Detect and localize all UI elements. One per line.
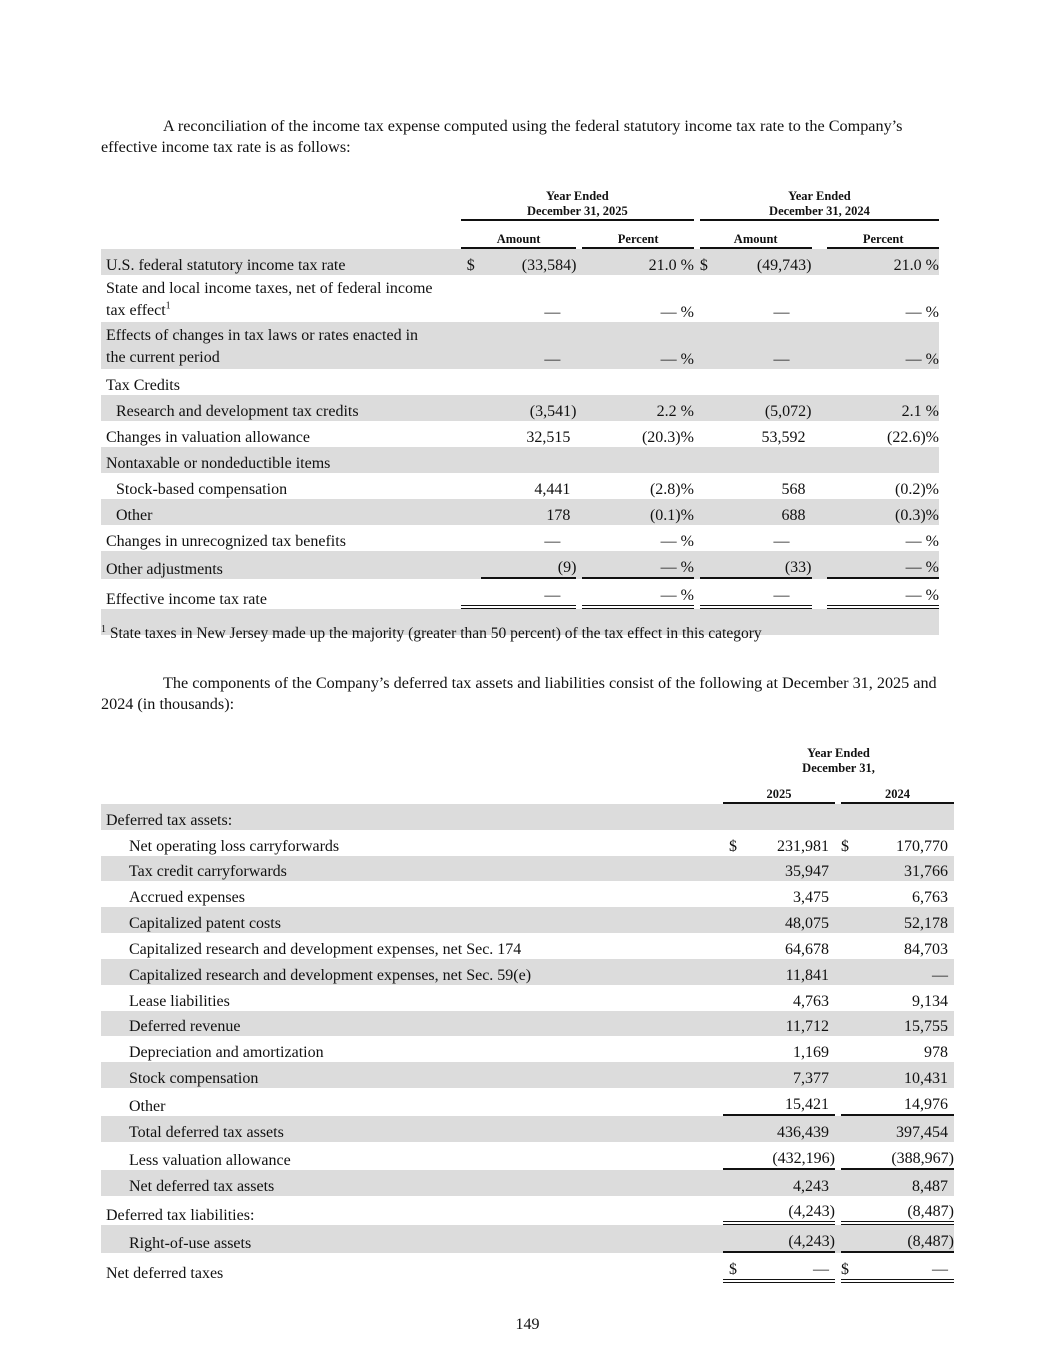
percent-2024: (0.3)% [827,499,939,525]
currency-symbol [723,1062,743,1088]
table-row [101,1253,954,1283]
currency-symbol [723,1036,743,1062]
percent-2025: — % [660,533,694,550]
row-label: Deferred revenue [101,1011,723,1037]
value-2024: 31,766 [861,856,954,882]
row-label: Net deferred tax assets [101,1170,723,1196]
row-label: Effective income tax rate [106,591,267,608]
currency-symbol [841,907,861,933]
row-label: Capitalized research and development expenses, net Sec. 174 [129,940,522,958]
currency-symbol: $ [461,249,481,275]
row-label: Total deferred tax assets [101,1116,723,1142]
amount-2024: — [773,304,790,321]
amount-2025: — [481,322,577,369]
value-2025: 15,421 [743,1088,835,1116]
amount-2025: (9) [481,551,577,579]
table-row [101,1170,954,1196]
value-2025: (4,243) [743,1225,835,1253]
value-2024: 84,703 [904,940,948,958]
amount-2024: — [720,322,812,369]
row-label: Capitalized research and development expenses, net Sec. 59(e) [101,959,723,985]
value-2025: 11,712 [743,1011,835,1037]
row-label: Less valuation allowance [129,1151,291,1169]
percent-2024: 2.1 % [827,395,939,421]
percent-2025: — % [582,579,694,609]
value-2025: 7,377 [743,1062,835,1088]
value-2024: (8,487) [861,1196,954,1226]
currency-symbol [841,1036,861,1062]
col-percent-2025: Percent [582,221,694,249]
currency-symbol [723,1142,743,1170]
footnote-ref: 1 [165,300,171,312]
currency-symbol [723,933,743,959]
value-2025: (4,243) [743,1196,835,1226]
period-header-2024: Year Ended December 31, 2024 [700,185,939,221]
value-2024: (8,487) [861,1225,954,1253]
currency-symbol [841,1196,861,1226]
amount-2024: — [773,533,790,550]
row-label: U.S. federal statutory income tax rate [101,249,461,275]
table-row [101,551,939,579]
footnote: $^1$ State taxes in New Jersey made up the majority (greater than 50 percent) of the tax effect in this category [101,623,762,642]
currency-symbol [723,959,743,985]
row-label: Right-of-use assets [101,1225,723,1253]
currency-symbol [841,933,861,959]
value-2025 [743,804,835,830]
column-header-row [101,221,939,249]
value-2024: 6,763 [912,889,948,907]
percent-2025: (20.3)% [641,429,694,446]
table-row-total [101,579,939,609]
amount-2025: 4,441 [534,481,571,498]
table-row [101,249,939,275]
table-row [101,1036,954,1062]
percent-2025: (0.1)% [582,499,694,525]
currency-symbol: $ [729,837,737,855]
row-label: Capitalized patent costs [101,907,723,933]
currency-symbol [841,1170,861,1196]
table-row [101,1011,954,1037]
currency-symbol [723,856,743,882]
table-row [101,1088,954,1116]
amount-2024: 688 [720,499,812,525]
percent-2025: 21.0 % [582,249,694,275]
row-label: Depreciation and amortization [129,1044,324,1062]
percent-2024: — % [905,304,939,321]
currency-symbol [723,1088,743,1116]
currency-symbol: $ [700,249,720,275]
currency-symbol [841,1011,861,1037]
table-row [101,1225,954,1253]
row-label: Other adjustments [101,551,461,579]
percent-2024: 21.0 % [827,249,939,275]
percent-2024: — % [827,322,939,369]
table-row [101,933,954,959]
amount-2024: (5,072) [720,395,812,421]
amount-2024: (49,743) [720,249,812,275]
amount-2025: — [481,579,577,609]
currency-symbol [841,1225,861,1253]
table-row [101,473,939,499]
currency-symbol [723,1170,743,1196]
value-2025: 64,678 [785,940,829,958]
value-2025: 231,981 [777,837,829,855]
period-header: Year Ended December 31, [802,746,875,775]
row-label: Other [129,1097,166,1115]
row-label: Nontaxable or nondeductible items [101,447,461,473]
row-label: Changes in valuation allowance [106,429,310,446]
currency-symbol [723,907,743,933]
table-row [101,1142,954,1170]
row-label: Net operating loss carryforwards [129,837,340,855]
table-row [101,856,954,882]
currency-symbol [841,1062,861,1088]
value-2024: 52,178 [861,907,954,933]
row-label: Lease liabilities [129,992,230,1010]
currency-symbol [723,804,743,830]
amount-2025: 178 [481,499,577,525]
percent-2024: (22.6)% [887,429,939,446]
row-label: State and local income taxes, net of federal income tax effect$^1$ [106,280,433,319]
row-label: Stock compensation [101,1062,723,1088]
currency-symbol [841,856,861,882]
value-2024: 170,770 [896,837,948,855]
col-2024: 2024 [841,776,954,804]
table-row [101,421,939,447]
table-row [101,275,939,322]
currency-symbol [841,881,861,907]
value-2024: 397,454 [861,1116,954,1142]
percent-2024: — % [905,533,939,550]
table-row [101,322,939,369]
percent-2024: — % [827,579,939,609]
currency-symbol [841,1088,861,1116]
currency-symbol [723,1011,743,1037]
value-2025: 4,763 [793,992,829,1010]
footnote-marker: 1 [101,623,106,635]
currency-symbol: $ [723,1253,743,1283]
value-2024: (388,967) [861,1142,954,1170]
value-2025: 3,475 [793,889,829,907]
percent-2025: — % [582,322,694,369]
table-row [101,959,954,985]
value-2024: 15,755 [861,1011,954,1037]
amount-2024: 568 [781,481,806,498]
value-2024 [861,804,954,830]
currency-symbol [723,985,743,1011]
amount-2025: (33,584) [481,249,577,275]
value-2025: 48,075 [743,907,835,933]
value-2025: 436,439 [743,1116,835,1142]
currency-symbol [723,1225,743,1253]
amount-2025: (3,541) [481,395,577,421]
amount-2025: — [544,533,561,550]
currency-symbol: $ [841,837,849,855]
amount-2024: 53,592 [761,429,806,446]
value-2024: — [861,1253,954,1283]
table-row [101,985,954,1011]
table-row [101,447,939,473]
tax-rate-reconciliation-table [101,185,939,635]
currency-symbol [841,1116,861,1142]
row-label: Accrued expenses [129,889,245,907]
value-2024: 14,976 [861,1088,954,1116]
percent-2025: 2.2 % [582,395,694,421]
row-label: Changes in unrecognized tax benefits [106,533,346,550]
table-row [101,881,954,907]
period-header-row [101,742,954,776]
value-2024: 978 [924,1044,948,1062]
col-2025: 2025 [723,776,835,804]
currency-symbol [841,804,861,830]
percent-2024: — % [827,551,939,579]
table-row [101,1062,954,1088]
value-2025: 1,169 [793,1044,829,1062]
value-2024: 8,487 [861,1170,954,1196]
amount-2024: — [720,579,812,609]
currency-symbol [841,985,861,1011]
period-header-2025: Year Ended December 31, 2025 [461,185,694,221]
col-amount-2025: Amount [461,221,577,249]
table-row [101,395,939,421]
intro-paragraph: A reconciliation of the income tax expense computed using the federal statutory income tax rate to the Company’s effective income tax rate is as follows: [101,117,903,156]
currency-symbol [841,959,861,985]
amount-2025: 32,515 [526,429,571,446]
col-percent-2024: Percent [827,221,939,249]
table-row [101,907,954,933]
row-label: Effects of changes in tax laws or rates enacted in the current period [101,322,461,369]
period-header-row [101,185,939,221]
table-row [101,804,954,830]
currency-symbol [723,1116,743,1142]
row-label: Tax credit carryforwards [101,856,723,882]
column-header-row [101,776,954,804]
currency-symbol [723,1196,743,1226]
deferred-intro-paragraph: The components of the Company’s deferred tax assets and liabilities consist of the following at December 31, 2025 and 2024 (in thousands): [101,674,937,713]
amount-2024: (33) [720,551,812,579]
table-row [101,1116,954,1142]
percent-2025: (2.8)% [649,481,694,498]
row-label: Deferred tax assets: [101,804,723,830]
row-label: Research and development tax credits [101,395,461,421]
currency-symbol: $ [841,1253,861,1283]
row-label: Stock-based compensation [116,481,288,498]
value-2025: 11,841 [743,959,835,985]
value-2025: 4,243 [743,1170,835,1196]
table-row [101,525,939,551]
currency-symbol [723,881,743,907]
value-2025: — [743,1253,835,1283]
currency-symbol [841,1142,861,1170]
table-row [101,1196,954,1226]
row-label: Other [101,499,461,525]
col-amount-2024: Amount [700,221,812,249]
deferred-tax-table [101,742,954,1283]
table-row [101,499,939,525]
row-label: Tax Credits [106,377,180,394]
percent-2025: — % [582,551,694,579]
table-row [101,369,939,395]
value-2025: (432,196) [743,1142,835,1170]
value-2024: 9,134 [912,992,948,1010]
row-label: Deferred tax liabilities: [106,1207,255,1225]
value-2024: 10,431 [861,1062,954,1088]
percent-2025: — % [660,304,694,321]
table-row [101,830,954,856]
value-2025: 35,947 [743,856,835,882]
row-label: Net deferred taxes [106,1265,224,1283]
value-2024: — [861,959,954,985]
percent-2024: (0.2)% [895,481,939,498]
amount-2025: — [544,304,561,321]
page-number: 149 [515,1316,540,1333]
